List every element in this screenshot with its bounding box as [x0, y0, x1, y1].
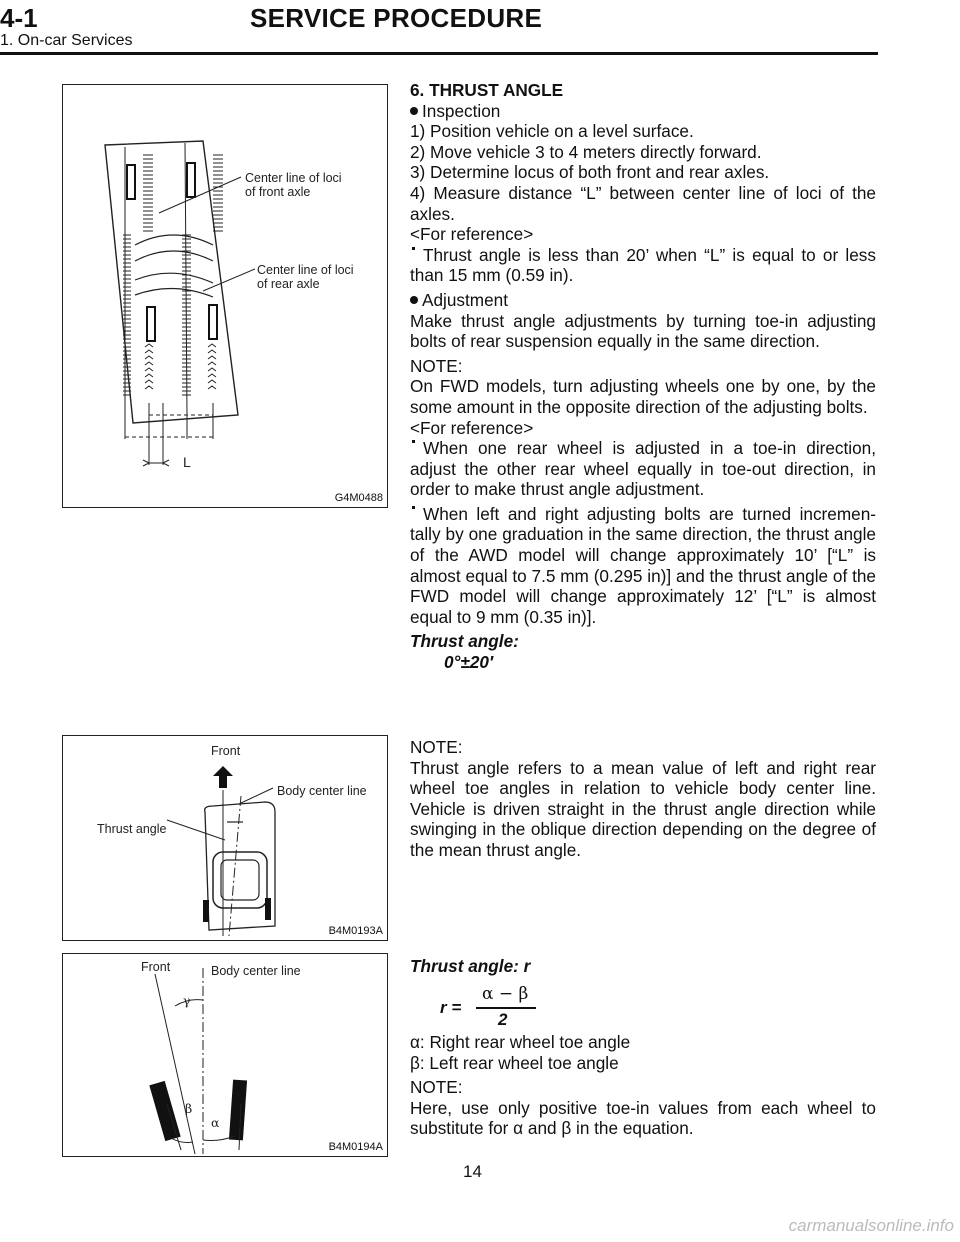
bullet-dot-icon [412, 440, 415, 443]
section-number: 4-1 [0, 3, 38, 33]
spec-label: Thrust angle: [410, 631, 519, 652]
inspection-heading: Inspection [422, 100, 501, 121]
bullet-dot-icon [412, 506, 415, 509]
label-alpha: α [211, 1115, 220, 1130]
label-body-center-line: Body center line [277, 784, 367, 798]
formula-denominator: 2 [498, 1010, 508, 1029]
note-text: Here, use only positive toe-in values from each wheel to substitute for α and β in the equation. [410, 1097, 876, 1139]
formula-heading: Thrust angle: r [410, 956, 531, 976]
subsection-title: 1. On-car Services [0, 32, 133, 49]
formula-heading-block [410, 956, 876, 977]
bullet-icon [410, 107, 418, 115]
label-thrust-angle: Thrust angle [97, 822, 167, 836]
label-beta: β [185, 1101, 193, 1116]
thrust-formula [440, 984, 570, 1034]
step-4: 4) Measure distance “L” between center line of loci of the axles. [410, 182, 876, 224]
adjustment-heading: Adjustment [422, 289, 508, 310]
locus-diagram-drawing [63, 85, 389, 509]
figure-code: B4M0194A [328, 1141, 383, 1153]
adjustment-text: Make thrust angle adjustments by turning toe-in adjusting bolts of rear suspension equally in the same direction. [410, 310, 876, 352]
reference-label: <For reference> [410, 417, 534, 438]
step-2: 2) Move vehicle 3 to 4 meters directly forward. [410, 141, 762, 162]
figure-locus-diagram [62, 84, 388, 508]
page-title: SERVICE PROCEDURE [250, 3, 543, 33]
step-1: 1) Position vehicle on a level surface. [410, 121, 694, 142]
note-label: NOTE: [410, 1077, 463, 1098]
label-L: L [183, 454, 191, 470]
figure-code: B4M0193A [328, 925, 383, 937]
reference-label: <For reference> [410, 224, 534, 245]
reference-item: When left and right adjusting bolts are turned incremen-tally by one graduation in the same direction, the thrust angle of the AWD model will change approximately 10’ [“L” is almost equal to 7.5 mm (0.295 in)] and the thrust angle of the FWD model will change approximately 12’ [“L” is almost equal to 9 mm (0.35 in)]. [410, 503, 876, 627]
note-text: Thrust angle refers to a mean value of left and right rear wheel toe angles in relation to vehicle body center line. Vehicle is driven straight in the thrust angle direction while swinging in the oblique direction depending on the degree of the mean thrust angle. [410, 757, 876, 860]
body-center-line-drawing [63, 736, 389, 942]
label-front-axle-loci: Center line of loci of front axle [245, 171, 342, 199]
note-thrust-definition [410, 737, 876, 861]
label-gamma: γ [183, 993, 191, 1008]
label-body-center-line: Body center line [211, 964, 301, 978]
formula-numerator: α − β [482, 984, 529, 1004]
label-front: Front [211, 744, 241, 758]
figure-body-center-line [62, 735, 388, 941]
alpha-definition: α: Right rear wheel toe angle [410, 1032, 631, 1052]
header-rule [0, 52, 878, 55]
step-3: 3) Determine locus of both front and rear axles. [410, 162, 770, 183]
note-text: On FWD models, turn adjusting wheels one by one, by the some amount in the opposite direction of the adjusting bolts. [410, 376, 876, 417]
label-front: Front [141, 960, 171, 974]
label-rear-axle-loci: Center line of loci of rear axle [257, 263, 354, 291]
bullet-icon [410, 296, 418, 304]
section-thrust-angle [410, 80, 876, 673]
reference-item: When one rear wheel is adjusted in a toe-in direction, adjust the other rear wheel equally in toe-out direction, in order to make thrust angle adjustment. [410, 438, 876, 500]
footer-watermark: carmanualsonline.info [788, 1216, 954, 1235]
bullet-dot-icon [412, 247, 415, 250]
reference-item: Thrust angle is less than 20’ when “L” is equal to or less than 15 mm (0.59 in). [410, 244, 876, 286]
fraction-bar [476, 1007, 536, 1009]
note-label: NOTE: [410, 355, 463, 376]
figure-toe-angles [62, 953, 388, 1157]
note-label: NOTE: [410, 737, 463, 757]
spec-value: 0°±20′ [444, 652, 494, 673]
formula-definitions [410, 1032, 876, 1139]
figure-code: G4M0488 [334, 492, 383, 504]
page-number: 14 [463, 1162, 482, 1181]
beta-definition: β: Left rear wheel toe angle [410, 1052, 619, 1073]
section-heading: 6. THRUST ANGLE [410, 80, 564, 100]
toe-angles-drawing [63, 954, 389, 1158]
formula-lhs: r = [440, 998, 462, 1017]
